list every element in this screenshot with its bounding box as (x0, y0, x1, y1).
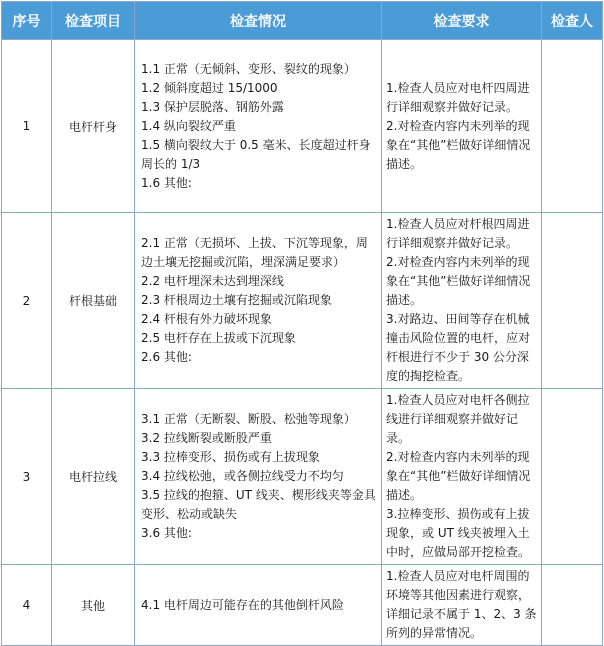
inspection-table (1, 1, 603, 646)
requirement-line: 1.检查人员应对电杆各侧拉线进行详细观察并做好记录。 (386, 393, 530, 445)
header-item: 检查项目 (52, 2, 135, 40)
header-row (2, 2, 603, 40)
header-inspector: 检查人 (542, 2, 603, 40)
situation-line: 3.5 拉线的抱箍、UT 线夹、楔形线夹等金具变形、松动或缺失 (141, 488, 376, 521)
requirement-line: 1.检查人员应对电杆四周进行详细观察并做好记录。 (386, 80, 530, 114)
check-item: 电杆杆身 (52, 40, 135, 213)
requirement-line: 2.对检查内容内未列举的现象在“其他”栏做好详细情况描述。 (386, 450, 531, 502)
check-item: 电杆拉线 (52, 389, 135, 565)
header-situation: 检查情况 (135, 2, 382, 40)
situation-line: 4.1 电杆周边可能存在的其他倒杆风险 (141, 597, 344, 612)
situation-line: 3.1 正常（无断裂、断股、松弛等现象） (141, 412, 356, 426)
situation-line: 1.6 其他: (141, 175, 192, 190)
inspector-cell[interactable] (542, 389, 603, 565)
situation-line: 1.2 倾斜度超过 15/1000 (141, 80, 278, 95)
check-requirement (382, 40, 542, 213)
check-requirement (382, 213, 542, 389)
requirement-line: 3.对路边、田间等存在机械撞击风险位置的电杆，应对杆根进行不少于 30 公分深度的掏挖检查。 (386, 312, 531, 383)
check-requirement (382, 565, 542, 646)
check-situation (135, 213, 382, 389)
situation-line: 3.6 其他: (141, 526, 192, 540)
situation-line: 1.3 保护层脱落、钢筋外露 (141, 99, 284, 114)
situation-line: 2.2 电杆埋深未达到埋深线 (141, 274, 284, 288)
table-row (2, 213, 603, 389)
inspector-cell[interactable] (542, 40, 603, 213)
situation-line: 1.4 纵向裂纹严重 (141, 118, 236, 133)
row-number: 1 (2, 40, 52, 213)
row-number: 4 (2, 565, 52, 646)
check-situation (135, 40, 382, 213)
header-requirement: 检查要求 (382, 2, 542, 40)
situation-line: 3.2 拉线断裂或断股严重 (141, 431, 272, 445)
inspector-cell[interactable] (542, 565, 603, 646)
situation-line: 2.1 正常（无损坏、上拔、下沉等现象，周边土壤无挖掘或沉陷，埋深满足要求） (141, 236, 368, 269)
check-item: 杆根基础 (52, 213, 135, 389)
requirement-line: 1.检查人员应对电杆周围的环境等其他因素进行观察，详细记录不属于 1、2、3 条所列的异常情况。 (386, 569, 537, 640)
requirement-line: 2.对检查内容内未列举的现象在“其他”栏做好详细情况描述。 (386, 118, 531, 171)
requirement-line: 2.对检查内容内未列举的现象在“其他”栏做好详细情况描述。 (386, 255, 531, 307)
situation-line: 3.4 拉线松弛，或各侧拉线受力不均匀 (141, 469, 344, 483)
table-row (2, 389, 603, 565)
situation-line: 1.1 正常（无倾斜、变形、裂纹的现象） (141, 61, 356, 76)
requirement-line: 1.检查人员应对杆根四周进行详细观察并做好记录。 (386, 217, 530, 250)
row-number: 3 (2, 389, 52, 565)
check-requirement (382, 389, 542, 565)
inspector-cell[interactable] (542, 213, 603, 389)
situation-line: 2.3 杆根周边土壤有挖掘或沉陷现象 (141, 293, 332, 307)
header-no: 序号 (2, 2, 52, 40)
situation-line: 1.5 横向裂纹大于 0.5 毫米、长度超过杆身周长的 1/3 (141, 137, 371, 171)
row-number: 2 (2, 213, 52, 389)
situation-line: 2.6 其他: (141, 350, 192, 364)
check-situation (135, 565, 382, 646)
situation-line: 2.4 杆根有外力破坏现象 (141, 312, 272, 326)
check-item: 其他 (52, 565, 135, 646)
situation-line: 2.5 电杆存在上拔或下沉现象 (141, 331, 296, 345)
check-situation (135, 389, 382, 565)
table-row (2, 565, 603, 646)
situation-line: 3.3 拉棒变形、损伤或有上拔现象 (141, 450, 320, 464)
requirement-line: 3.拉棒变形、损伤或有上拔现象，或 UT 线夹被埋入土中时，应做局部开挖检查。 (386, 507, 531, 559)
table-row (2, 40, 603, 213)
